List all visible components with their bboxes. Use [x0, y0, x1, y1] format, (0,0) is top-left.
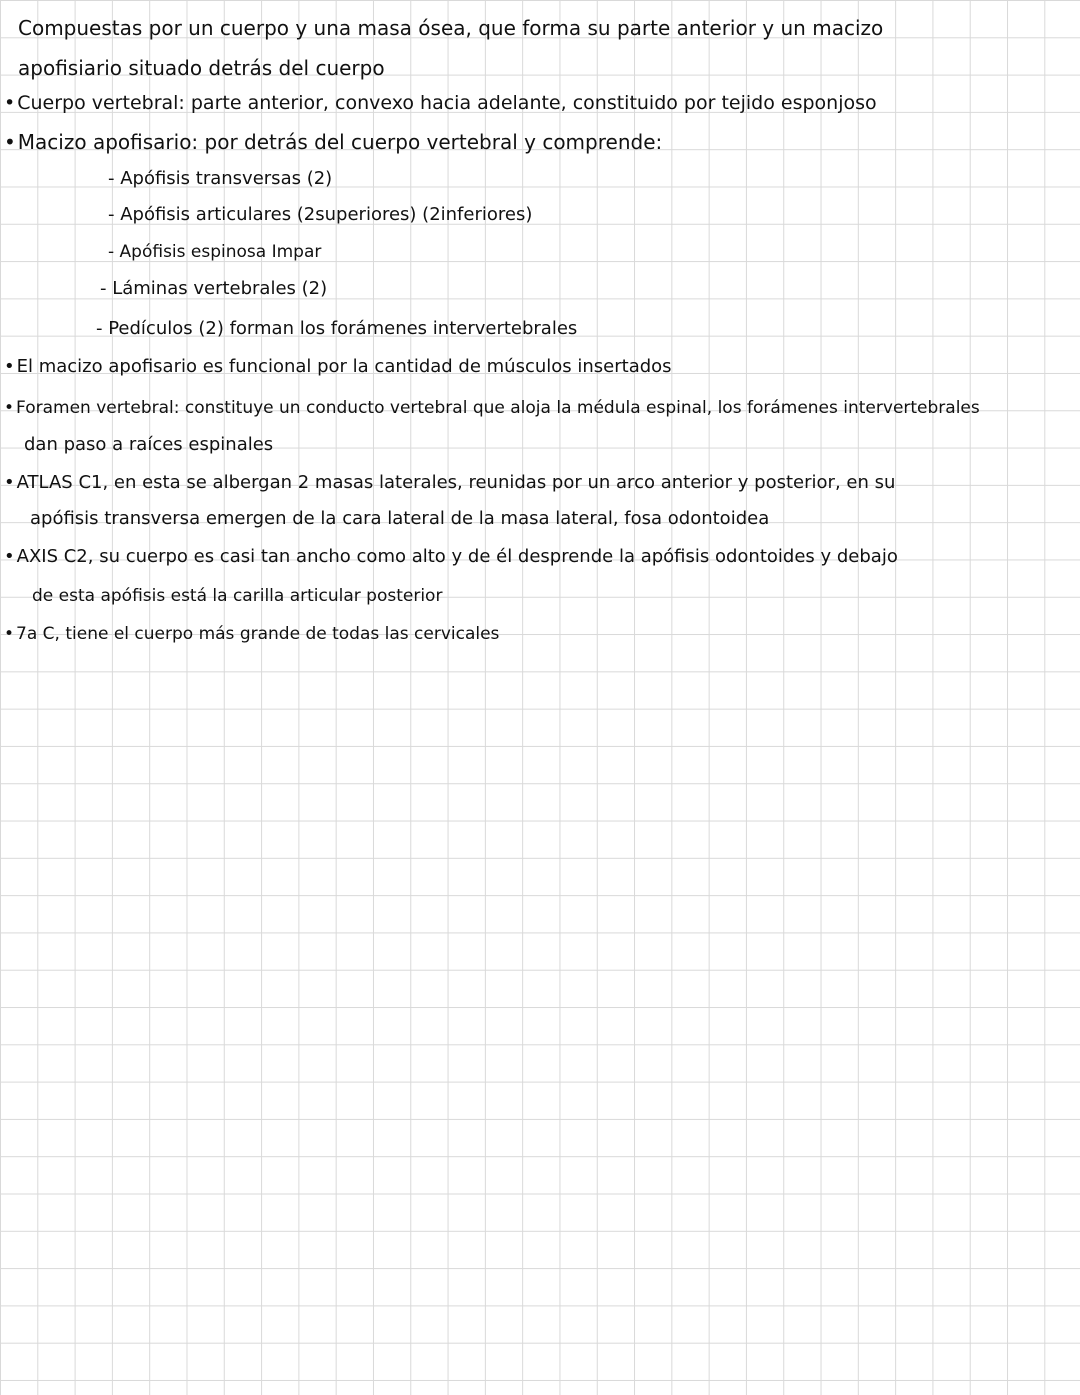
intro-line-1: Compuestas por un cuerpo y una masa ósea, que forma su parte anterior y un macizo [18, 16, 884, 40]
sub-item-pediculos: - Pedículos (2) forman los forámenes intervertebrales [96, 318, 578, 339]
sub-item-apofisis-transversas: - Apófisis transversas (2) [108, 168, 333, 189]
bullet-atlas-cont: apófisis transversa emergen de la cara lateral de la masa lateral, fosa odontoidea [30, 508, 770, 529]
bullet-foramen-vertebral-cont: dan paso a raíces espinales [24, 434, 274, 455]
intro-line-2: apofisiario situado detrás del cuerpo [18, 56, 385, 80]
bullet-macizo-apofisario: • Macizo apofisario: por detrás del cuerpo vertebral y comprende: [4, 132, 662, 152]
bullet-septima-cervical: • 7a C, tiene el cuerpo más grande de todas las cervicales [4, 626, 499, 643]
bullet-cuerpo-vertebral: • Cuerpo vertebral: parte anterior, convexo hacia adelante, constituido por tejido esponjoso [4, 94, 877, 113]
bullet-axis: • AXIS C2, su cuerpo es casi tan ancho como alto y de él desprende la apófisis odontoides y debajo [4, 548, 898, 566]
sub-item-apofisis-articulares: - Apófisis articulares (2superiores) (2inferiores) [108, 204, 533, 225]
bullet-macizo-funcional: • El macizo apofisario es funcional por la cantidad de músculos insertados [4, 358, 672, 376]
bullet-atlas: • ATLAS C1, en esta se albergan 2 masas laterales, reunidas por un arco anterior y posterior, en su [4, 474, 895, 492]
bullet-foramen-vertebral: • Foramen vertebral: constituye un conducto vertebral que aloja la médula espinal, los forámenes intervertebrales [4, 400, 980, 417]
sub-item-laminas-vertebrales: - Láminas vertebrales (2) [100, 278, 328, 299]
bullet-axis-cont: de esta apófisis está la carilla articular posterior [32, 586, 443, 606]
sub-item-apofisis-espinosa: - Apófisis espinosa Impar [108, 242, 322, 262]
